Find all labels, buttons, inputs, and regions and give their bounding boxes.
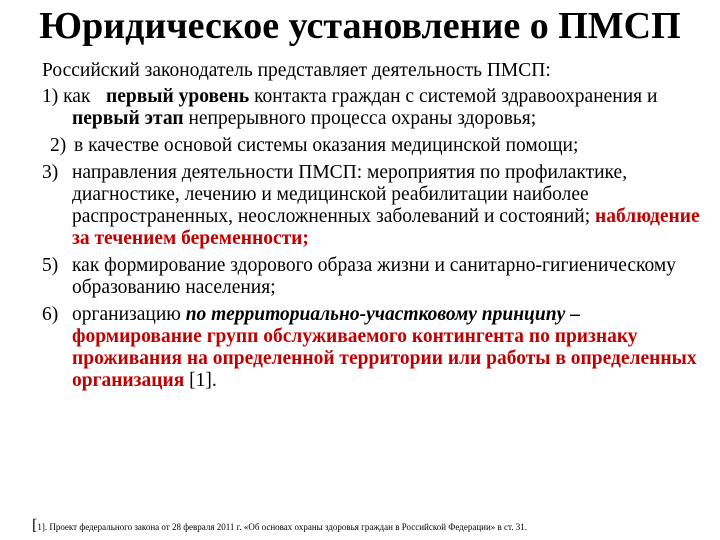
item-3-text: направления деятельности ПМСП: мероприятия по профилактике, диагностике, лечению и медицинской реабилитации наиболее распространенных, неосложненных заболеваний и состояний; bbox=[72, 162, 628, 227]
footnote bbox=[32, 517, 527, 535]
list-item-5 bbox=[42, 255, 702, 299]
item-6-red-text: формирование групп обслуживаемого контингента по признаку проживания на определенной территории или работы в определенных организация bbox=[72, 326, 697, 391]
item-3-red-text: наблюдение за течением беременности; bbox=[72, 206, 700, 249]
item-6-text: организацию bbox=[72, 304, 186, 325]
item-number: 5) bbox=[42, 255, 59, 276]
list-item-1 bbox=[42, 86, 702, 130]
item-number: 2) bbox=[50, 135, 67, 156]
item-2-text: в качестве основой системы оказания медицинской помощи; bbox=[74, 135, 579, 156]
item-6-reference: [1]. bbox=[184, 370, 217, 391]
item-5-text: как формирование здорового образа жизни и санитарно-гигиеническому образованию населения; bbox=[72, 255, 676, 298]
footnote-bracket: [ bbox=[32, 517, 38, 534]
item-1-bold-first-level: первый уровень bbox=[106, 86, 250, 107]
intro-text: Российский законодатель представляет деятельность ПМСП: bbox=[42, 60, 551, 81]
item-number: 3) bbox=[42, 162, 59, 183]
list-item-6 bbox=[42, 304, 702, 392]
footnote-text: 1]. Проект федерального закона от 28 февраля 2011 г. «Об основах охраны здоровья граждан в Российской Федерации» в ст. 31. bbox=[37, 522, 528, 532]
slide-body bbox=[42, 60, 702, 397]
item-number: 6) bbox=[42, 304, 59, 325]
item-1-text-a: контакта граждан с системой здравоохранения и bbox=[249, 86, 658, 107]
item-6-dash: – bbox=[565, 304, 580, 325]
list-item-2 bbox=[42, 135, 702, 157]
item-6-bold-italic: по территориально-участковому принципу bbox=[185, 304, 566, 325]
list-item-3 bbox=[42, 162, 702, 250]
slide-title: Юридическое установление о ПМСП bbox=[39, 5, 681, 47]
item-1-bold-first-stage: первый этап bbox=[72, 108, 184, 129]
item-number: 1) как bbox=[42, 86, 91, 107]
item-1-text-b: непрерывного процесса охраны здоровья; bbox=[183, 108, 537, 129]
